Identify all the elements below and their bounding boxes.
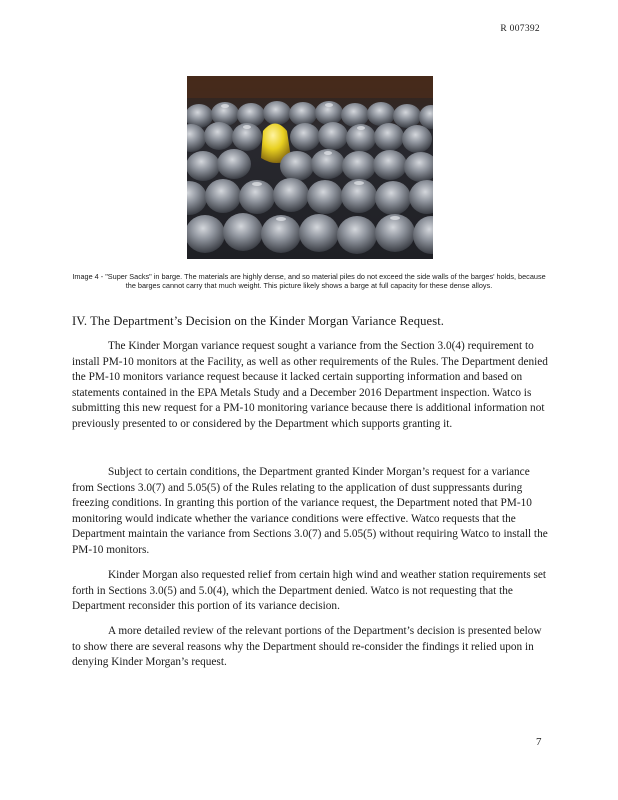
super-sacks-photo (187, 76, 433, 259)
paragraph-1: The Kinder Morgan variance request sought a variance from the Section 3.0(4) requirement to install PM-10 monitors at the Facility, as well as other requirements of the Rules. The Department denied the PM-10 monitors variance request because it lacked certain supporting information and based on statements contained in the EPA Metals Study and a December 2016 Department inspection. Watco is submitting this new request for a PM-10 monitoring variance because there is additional information not previously presented to or considered by the Department which supports granting it. (72, 340, 548, 430)
super-sacks-image (187, 76, 433, 259)
paragraph-3: Kinder Morgan also requested relief from certain high wind and weather station requirements set forth in Sections 3.0(5) and 5.0(4), which the Department denied. Watco is not requesting that the Department reconsider this portion of its variance decision. (72, 569, 547, 613)
paragraph-4: A more detailed review of the relevant portions of the Department’s decision is presented below to show there are several reasons why the Department should re-consider the findings it relied upon in denying Kinder Morgan’s request. (72, 625, 542, 669)
section-heading: IV. The Department’s Decision on the Kinder Morgan Variance Request. (72, 314, 445, 328)
bates-number: R 007392 (500, 24, 540, 34)
figure-caption: Image 4 - "Super Sacks" in barge. The materials are highly dense, and so material piles do not exceed the side walls of the barges' holds, because the barges cannot carry that much weight. This picture likely shows a barge at full capacity for these dense alloys. (72, 272, 546, 291)
page-number: 7 (536, 736, 542, 748)
paragraph-2: Subject to certain conditions, the Department granted Kinder Morgan’s request for a variance from Sections 3.0(7) and 5.05(5) of the Rules relating to the application of dust suppressants during freezing conditions. In granting this portion of the variance request, the Department noted that PM-10 monitoring would indicate whether the variance conditions were effective. Watco requests that the Department maintain the variance from Sections 3.0(7) and 5.05(5) without requiring Watco to install the PM-10 monitors. (72, 466, 548, 556)
